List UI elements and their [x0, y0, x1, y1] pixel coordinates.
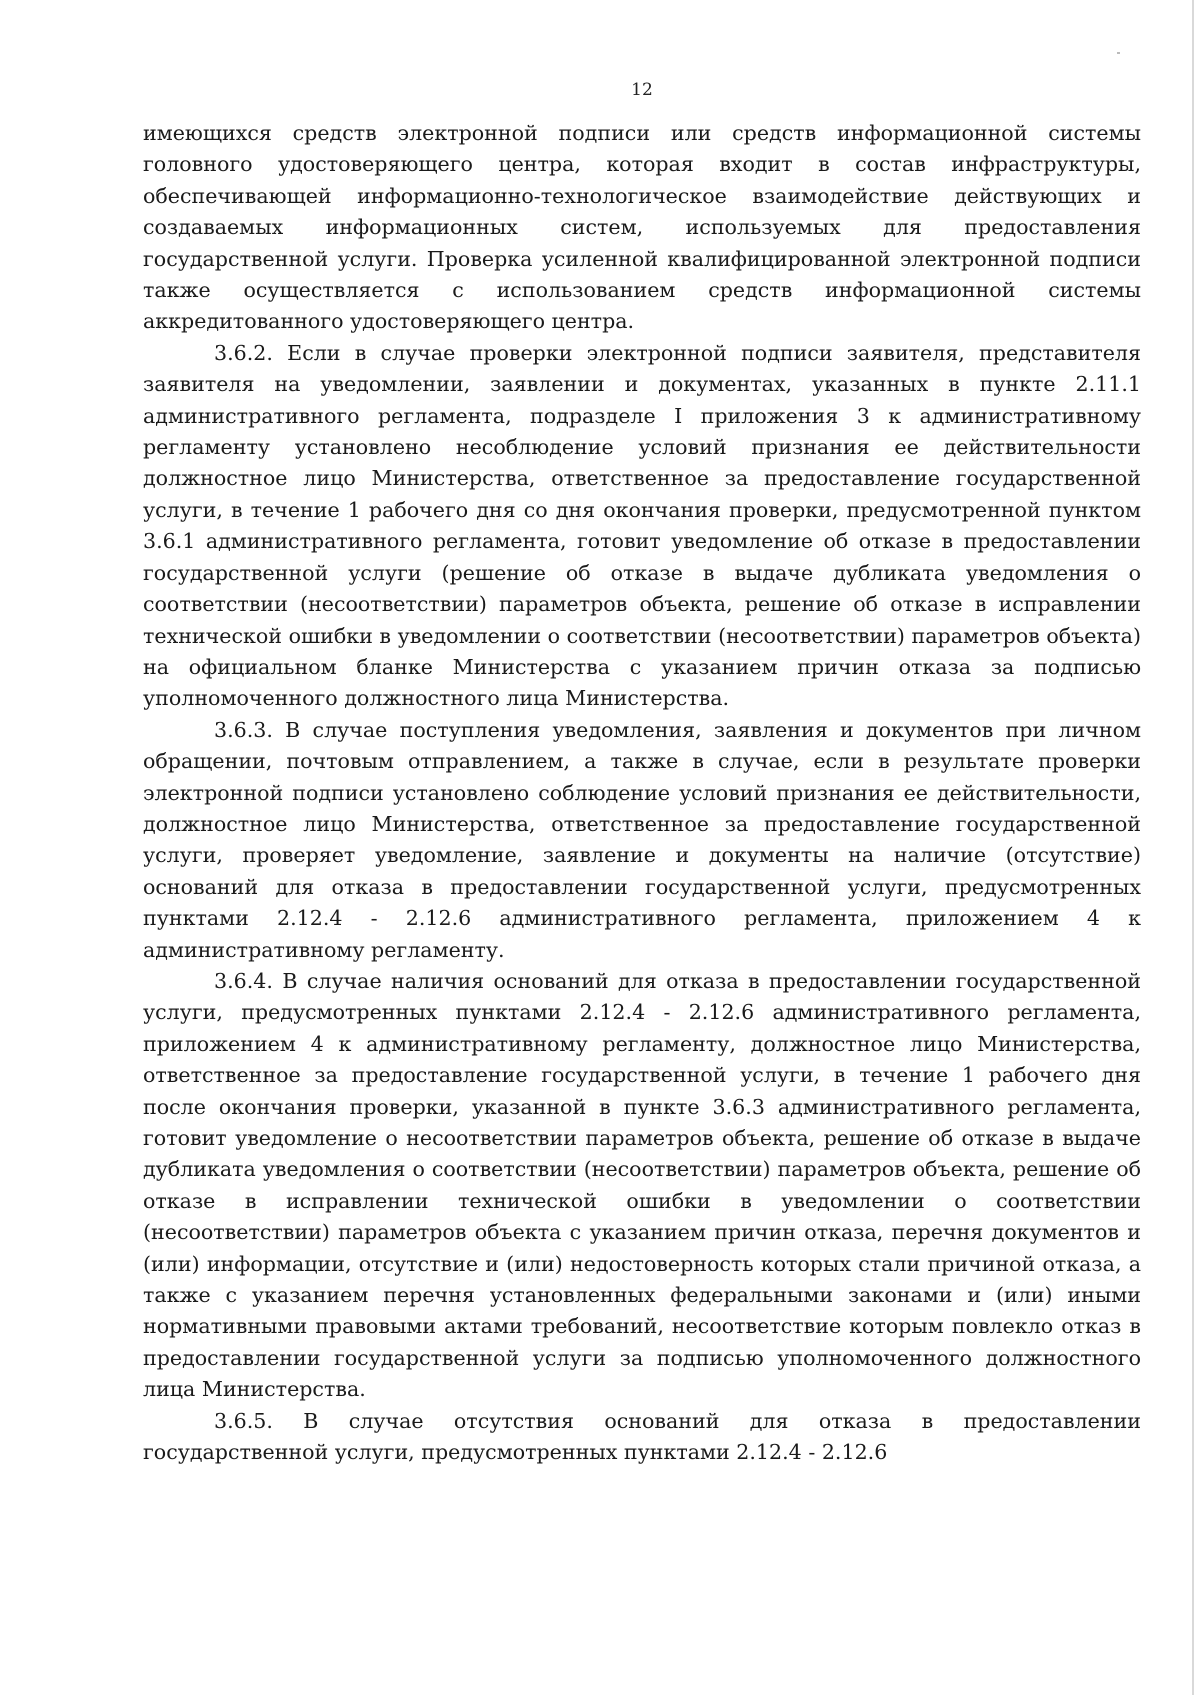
paragraph-3-6-4: 3.6.4. В случае наличия оснований для отказа в предоставлении государственной услуги, предусмотренных пунктами 2.12.4 - 2.12.6 административного регламента, приложением 4 к административному регламенту, должностное лицо Министерства, ответственное за предоставление государственной услуги, в течение 1 рабочего дня после окончания проверки, указанной в пункте 3.6.3 административного регламента, готовит уведомление о несоответствии параметров объекта, решение об отказе в выдаче дубликата уведомления о соответствии (несоответствии) параметров объекта, решение об отказе в исправлении технической ошибки в уведомлении о соответствии (несоответствии) параметров объекта с указанием причин отказа, перечня документов и (или) информации, отсутствие и (или) недостоверность которых стали причиной отказа, а также с указанием перечня установленных федеральными законами и (или) иными нормативными правовыми актами требований, несоответствие которым повлекло отказ в предоставлении государственной услуги за подписью уполномоченного должностного лица Министерства. [143, 968, 1141, 1402]
paragraph-3-6-2: 3.6.2. Если в случае проверки электронной подписи заявителя, представителя заявителя на уведомлении, заявлении и документах, указанных в пункте 2.11.1 административного регламента, подразделе I приложения 3 к административному регламенту установлено несоблюдение условий признания ее действительности должностное лицо Министерства, ответственное за предоставление государственной услуги, в течение 1 рабочего дня со дня окончания проверки, предусмотренной пунктом 3.6.1 административного регламента, готовит уведомление об отказе в предоставлении государственной услуги (решение об отказе в выдаче дубликата уведомления о соответствии (несоответствии) параметров объекта, решение об отказе в исправлении технической ошибки в уведомлении о соответствии (несоответствии) параметров объекта) на официальном бланке Министерства с указанием причин отказа за подписью уполномоченного должностного лица Министерства. [143, 340, 1141, 711]
paragraph-continuation: имеющихся средств электронной подписи или средств информационной системы головного удостоверяющего центра, которая входит в состав инфраструктуры, обеспечивающей информационно-технологическое взаимодействие действующих и создаваемых информационных систем, используемых для предоставления государственной услуги. Проверка усиленной квалифицированной электронной подписи также осуществляется с использованием средств информационной системы аккредитованного удостоверяющего центра. [143, 121, 1141, 334]
paragraph-3-6-3: 3.6.3. В случае поступления уведомления, заявления и документов при личном обращении, почтовым отправлением, а также в случае, если в результате проверки электронной подписи установлено соблюдение условий признания ее действительности, должностное лицо Министерства, ответственное за предоставление государственной услуги, проверяет уведомление, заявление и документы на наличие (отсутствие) оснований для отказа в предоставлении государственной услуги, предусмотренных пунктами 2.12.4 - 2.12.6 административного регламента, приложением 4 к административному регламенту. [143, 717, 1141, 962]
document-body [143, 118, 1141, 1468]
scan-speck [1117, 52, 1120, 54]
paragraph-3-6-5: 3.6.5. В случае отсутствия оснований для отказа в предоставлении государственной услуги, предусмотренных пунктами 2.12.4 - 2.12.6 [143, 1408, 1141, 1465]
page-edge-shadow [1192, 0, 1194, 1695]
page-number: 12 [631, 80, 653, 100]
